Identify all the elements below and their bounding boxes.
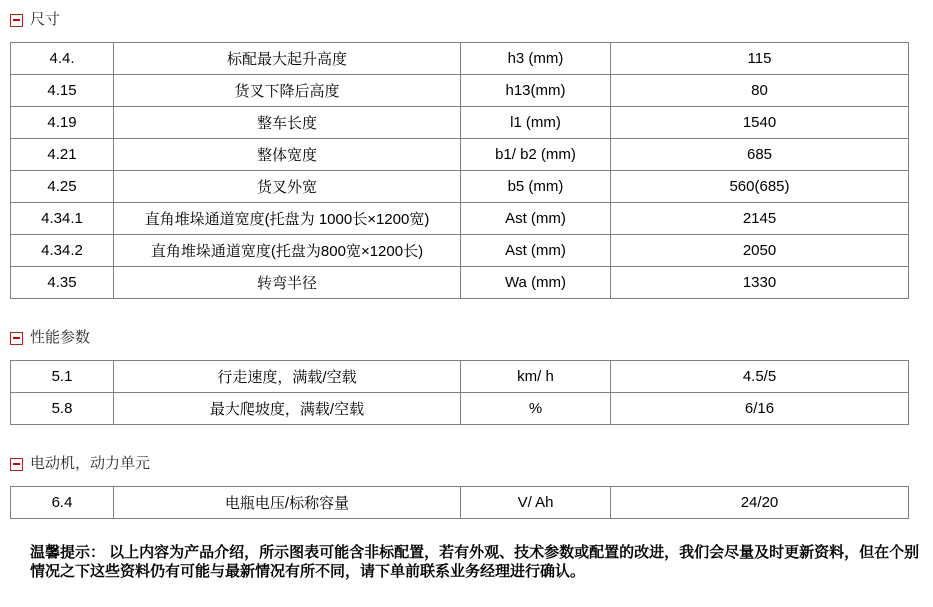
unit-cell: Ast (mm) — [461, 203, 611, 235]
value-cell: 2050 — [611, 235, 909, 267]
section-title: 尺寸 — [30, 11, 61, 28]
param-name-cell: 转弯半径 — [114, 267, 461, 299]
row-id-cell: 4.35 — [11, 267, 114, 299]
unit-cell: b5 (mm) — [461, 171, 611, 203]
table-row — [11, 75, 909, 107]
unit-cell: Ast (mm) — [461, 235, 611, 267]
minus-glyph — [13, 19, 20, 21]
table-row — [11, 43, 909, 75]
section-title: 性能参数 — [30, 329, 91, 346]
section-header — [10, 10, 933, 30]
section-header — [10, 454, 933, 474]
unit-cell: h13(mm) — [461, 75, 611, 107]
value-cell: 80 — [611, 75, 909, 107]
unit-cell: Wa (mm) — [461, 267, 611, 299]
param-name-cell: 货叉外宽 — [114, 171, 461, 203]
table-row — [11, 139, 909, 171]
table-row — [11, 203, 909, 235]
value-cell: 115 — [611, 43, 909, 75]
unit-cell: % — [461, 393, 611, 425]
unit-cell: b1/ b2 (mm) — [461, 139, 611, 171]
collapse-minus-icon[interactable] — [10, 458, 23, 471]
collapse-minus-icon[interactable] — [10, 14, 23, 27]
value-cell: 1540 — [611, 107, 909, 139]
param-name-cell: 货叉下降后高度 — [114, 75, 461, 107]
row-id-cell: 6.4 — [11, 487, 114, 519]
value-cell: 685 — [611, 139, 909, 171]
value-cell: 1330 — [611, 267, 909, 299]
value-cell: 6/16 — [611, 393, 909, 425]
param-name-cell: 直角堆垛通道宽度(托盘为800宽×1200长) — [114, 235, 461, 267]
minus-glyph — [13, 337, 20, 339]
table-row — [11, 393, 909, 425]
section-header — [10, 328, 933, 348]
table-row — [11, 487, 909, 519]
table-row — [11, 171, 909, 203]
dimensions-table — [10, 42, 909, 299]
unit-cell: km/ h — [461, 361, 611, 393]
param-name-cell: 标配最大起升高度 — [114, 43, 461, 75]
value-cell: 24/20 — [611, 487, 909, 519]
param-name-cell: 最大爬坡度，满载/空载 — [114, 393, 461, 425]
param-name-cell: 整车长度 — [114, 107, 461, 139]
table-row — [11, 107, 909, 139]
section-dimensions — [10, 10, 933, 299]
row-id-cell: 4.34.2 — [11, 235, 114, 267]
table-row — [11, 267, 909, 299]
row-id-cell: 4.4. — [11, 43, 114, 75]
param-name-cell: 整体宽度 — [114, 139, 461, 171]
row-id-cell: 4.19 — [11, 107, 114, 139]
row-id-cell: 5.1 — [11, 361, 114, 393]
section-performance — [10, 328, 933, 425]
row-id-cell: 4.21 — [11, 139, 114, 171]
param-name-cell: 电瓶电压/标称容量 — [114, 487, 461, 519]
param-name-cell: 直角堆垛通道宽度(托盘为 1000长×1200宽) — [114, 203, 461, 235]
table-row — [11, 361, 909, 393]
performance-table — [10, 360, 909, 425]
row-id-cell: 4.25 — [11, 171, 114, 203]
section-motor — [10, 454, 933, 519]
row-id-cell: 5.8 — [11, 393, 114, 425]
row-id-cell: 4.15 — [11, 75, 114, 107]
unit-cell: h3 (mm) — [461, 43, 611, 75]
param-name-cell: 行走速度，满载/空载 — [114, 361, 461, 393]
value-cell: 4.5/5 — [611, 361, 909, 393]
collapse-minus-icon[interactable] — [10, 332, 23, 345]
motor-table — [10, 486, 909, 519]
row-id-cell: 4.34.1 — [11, 203, 114, 235]
table-row — [11, 235, 909, 267]
notice-text: 温馨提示： 以上内容为产品介绍，所示图表可能含非标配置，若有外观、技术参数或配置的改进，我们会尽量及时更新资料，但在个别情况之下这些资料仍有可能与最新情况有所不同，请下单前联系业务经理进行确认。 — [30, 544, 920, 580]
value-cell: 2145 — [611, 203, 909, 235]
section-title: 电动机，动力单元 — [30, 455, 151, 472]
unit-cell: V/ Ah — [461, 487, 611, 519]
unit-cell: l1 (mm) — [461, 107, 611, 139]
value-cell: 560(685) — [611, 171, 909, 203]
minus-glyph — [13, 463, 20, 465]
